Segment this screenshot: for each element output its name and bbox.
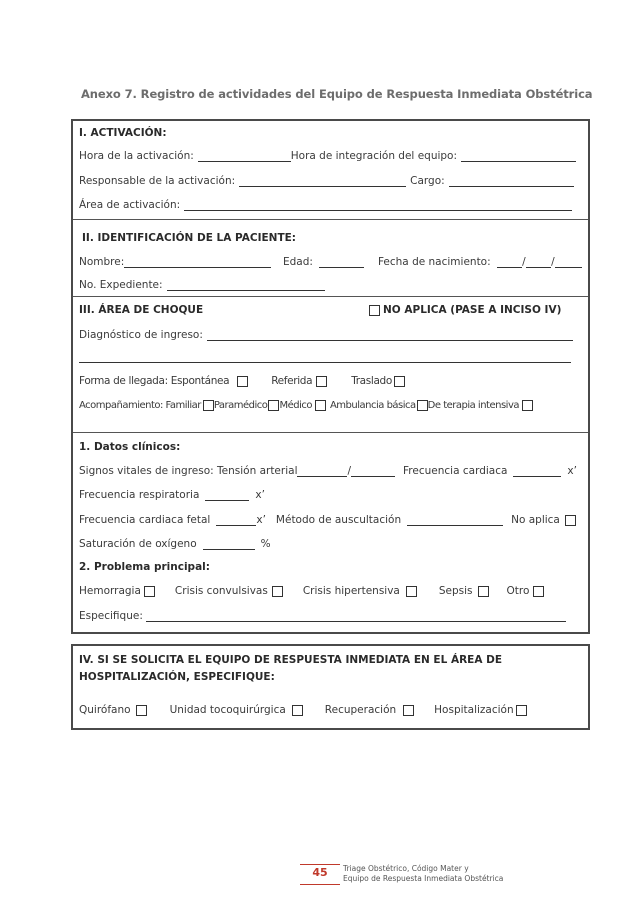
activacion-heading: I. ACTIVACIÓN: <box>79 127 167 139</box>
frecuencia-respiratoria-field[interactable] <box>205 489 249 501</box>
frecuencia-respiratoria-row <box>79 487 582 501</box>
diagnostico-field-2[interactable] <box>79 351 571 363</box>
forma-llegada-row <box>79 373 582 387</box>
recuperacion-checkbox[interactable] <box>403 705 414 716</box>
footer-line-1: Triage Obstétrico, Código Mater y <box>343 864 469 873</box>
hospitalizacion-heading-row-2 <box>79 669 582 683</box>
hospitalizacion-heading-2: HOSPITALIZACIÓN, ESPECIFIQUE: <box>79 671 275 683</box>
xmin-label: x’ <box>567 465 577 477</box>
quirofano-checkbox[interactable] <box>136 705 147 716</box>
diagnostico-row-2 <box>79 349 582 363</box>
saturacion-label: Saturación de oxígeno <box>79 538 197 550</box>
no-aplica-fetal-checkbox[interactable] <box>565 515 576 526</box>
forma-llegada-label: Forma de llegada: Espontánea <box>79 375 230 387</box>
especifique-row <box>79 608 582 622</box>
hemorragia-checkbox[interactable] <box>144 586 155 597</box>
hospitalizacion-label: Hospitalización <box>434 704 514 716</box>
fecha-dia-field[interactable] <box>497 256 522 268</box>
fecha-nacimiento-label: Fecha de nacimiento: <box>377 256 491 268</box>
identificacion-heading-row <box>82 230 582 244</box>
cargo-label: Cargo: <box>410 175 445 187</box>
footer-text <box>343 864 503 884</box>
page-title: Anexo 7. Registro de actividades del Equipo de Respuesta Inmediata Obstétrica <box>81 87 593 101</box>
traslado-label: Traslado <box>351 375 392 387</box>
signos-label: Signos vitales de ingreso: Tensión arterial <box>79 465 298 477</box>
area-field[interactable] <box>184 199 572 211</box>
hora-integracion-field[interactable] <box>461 150 576 162</box>
responsable-row <box>79 173 582 187</box>
page-number-rule-top <box>300 864 340 865</box>
hospitalizacion-section <box>71 644 590 730</box>
traslado-checkbox[interactable] <box>394 376 405 387</box>
signos-row <box>79 463 582 477</box>
crisis-convulsivas-label: Crisis convulsivas <box>174 585 268 597</box>
cargo-field[interactable] <box>449 175 574 187</box>
metodo-field[interactable] <box>407 514 503 526</box>
especifique-label: Especifique: <box>79 610 143 622</box>
expediente-label: No. Expediente: <box>79 279 163 291</box>
nombre-label: Nombre: <box>79 256 125 268</box>
hora-activacion-field[interactable] <box>198 150 291 162</box>
tension-diastolica-field[interactable] <box>351 465 395 477</box>
fecha-mes-field[interactable] <box>526 256 551 268</box>
activacion-heading-row <box>79 125 582 139</box>
hospitalizacion-checkbox[interactable] <box>516 705 527 716</box>
hospitalizacion-heading-1: IV. SI SE SOLICITA EL EQUIPO DE RESPUESTA INMEDIATA EN EL ÁREA DE <box>79 654 503 666</box>
ambulancia-label: Ambulancia básica <box>329 400 416 411</box>
fecha-sep-2: / <box>551 256 555 268</box>
tension-sistolica-field[interactable] <box>297 465 347 477</box>
no-aplica-checkbox[interactable] <box>369 305 380 316</box>
sepsis-label: Sepsis <box>438 585 473 597</box>
terapia-checkbox[interactable] <box>522 400 533 411</box>
medico-checkbox[interactable] <box>315 400 326 411</box>
quirofano-label: Quirófano <box>79 704 131 716</box>
frecuencia-cardiaca-field[interactable] <box>513 465 561 477</box>
crisis-hipertensiva-checkbox[interactable] <box>406 586 417 597</box>
nombre-field[interactable] <box>124 256 271 268</box>
espontanea-checkbox[interactable] <box>237 376 248 387</box>
fecha-anio-field[interactable] <box>555 256 582 268</box>
diagnostico-label: Diagnóstico de ingreso: <box>79 329 203 341</box>
xmin-label: x’ <box>256 514 266 526</box>
frecuencia-fetal-row <box>79 512 582 526</box>
clinicos-heading: 1. Datos clínicos: <box>79 441 181 453</box>
frecuencia-respiratoria-label: Frecuencia respiratoria <box>79 489 200 501</box>
percent-label: % <box>260 538 271 550</box>
frecuencia-fetal-field[interactable] <box>216 514 256 526</box>
problema-heading-row <box>79 559 582 573</box>
page-number <box>300 866 340 879</box>
frecuencia-cardiaca-label: Frecuencia cardiaca <box>403 465 508 477</box>
edad-field[interactable] <box>319 256 364 268</box>
diagnostico-field[interactable] <box>207 329 573 341</box>
hora-activacion-label: Hora de la activación: <box>79 150 194 162</box>
xmin-label: x’ <box>255 489 265 501</box>
hospitalizacion-options-row <box>79 702 582 716</box>
edad-label: Edad: <box>283 256 313 268</box>
saturacion-field[interactable] <box>203 538 255 550</box>
tocoquirurgica-checkbox[interactable] <box>292 705 303 716</box>
expediente-field[interactable] <box>167 279 325 291</box>
medico-label: Médico <box>279 400 312 411</box>
otro-label: Otro <box>506 585 530 597</box>
recuperacion-label: Recuperación <box>324 704 397 716</box>
divider <box>73 432 588 433</box>
nombre-row <box>79 254 582 268</box>
hemorragia-label: Hemorragia <box>79 585 141 597</box>
referida-checkbox[interactable] <box>316 376 327 387</box>
no-aplica-label: NO APLICA (PASE A INCISO IV) <box>383 304 562 316</box>
responsable-label: Responsable de la activación: <box>79 175 236 187</box>
especifique-field[interactable] <box>146 610 566 622</box>
expediente-row <box>79 277 582 291</box>
problema-options-row <box>79 583 582 597</box>
acompanamiento-label: Acompañamiento: Familiar <box>79 400 201 411</box>
fecha-sep-1: / <box>522 256 526 268</box>
tocoquirurgica-label: Unidad tocoquirúrgica <box>169 704 286 716</box>
problema-heading: 2. Problema principal: <box>79 561 210 573</box>
hora-integracion-label: Hora de integración del equipo: <box>290 150 458 162</box>
sepsis-checkbox[interactable] <box>478 586 489 597</box>
identificacion-heading: II. IDENTIFICACIÓN DE LA PACIENTE: <box>82 232 296 244</box>
ambulancia-checkbox[interactable] <box>417 400 428 411</box>
registro-form <box>71 119 590 634</box>
paramedico-checkbox[interactable] <box>268 400 279 411</box>
responsable-field[interactable] <box>239 175 406 187</box>
area-row <box>79 197 582 211</box>
divider <box>73 296 588 297</box>
paramedico-label: Paramédico <box>213 400 268 411</box>
terapia-label: De terapia intensiva <box>427 400 519 411</box>
hora-row <box>79 148 582 162</box>
no-aplica-fetal-label: No aplica <box>511 514 560 526</box>
divider <box>73 219 588 220</box>
crisis-convulsivas-checkbox[interactable] <box>272 586 283 597</box>
choque-heading-row <box>79 302 582 316</box>
referida-label: Referida <box>271 375 313 387</box>
footer-line-2: Equipo de Respuesta Inmediata Obstétrica <box>343 874 504 883</box>
area-label: Área de activación: <box>79 199 181 211</box>
frecuencia-fetal-label: Frecuencia cardiaca fetal <box>79 514 211 526</box>
diagnostico-row <box>79 327 582 341</box>
familiar-checkbox[interactable] <box>203 400 214 411</box>
page-number-rule-bottom <box>300 884 340 885</box>
page-number-text: 45 <box>312 866 328 879</box>
hospitalizacion-heading-row-1 <box>79 652 582 666</box>
tension-slash: / <box>347 465 352 477</box>
crisis-hipertensiva-label: Crisis hipertensiva <box>302 585 400 597</box>
metodo-label: Método de auscultación <box>275 514 402 526</box>
otro-checkbox[interactable] <box>533 586 544 597</box>
acompanamiento-row <box>79 397 582 411</box>
clinicos-heading-row <box>79 439 582 453</box>
choque-heading: III. ÁREA DE CHOQUE <box>79 304 204 316</box>
saturacion-row <box>79 536 582 550</box>
